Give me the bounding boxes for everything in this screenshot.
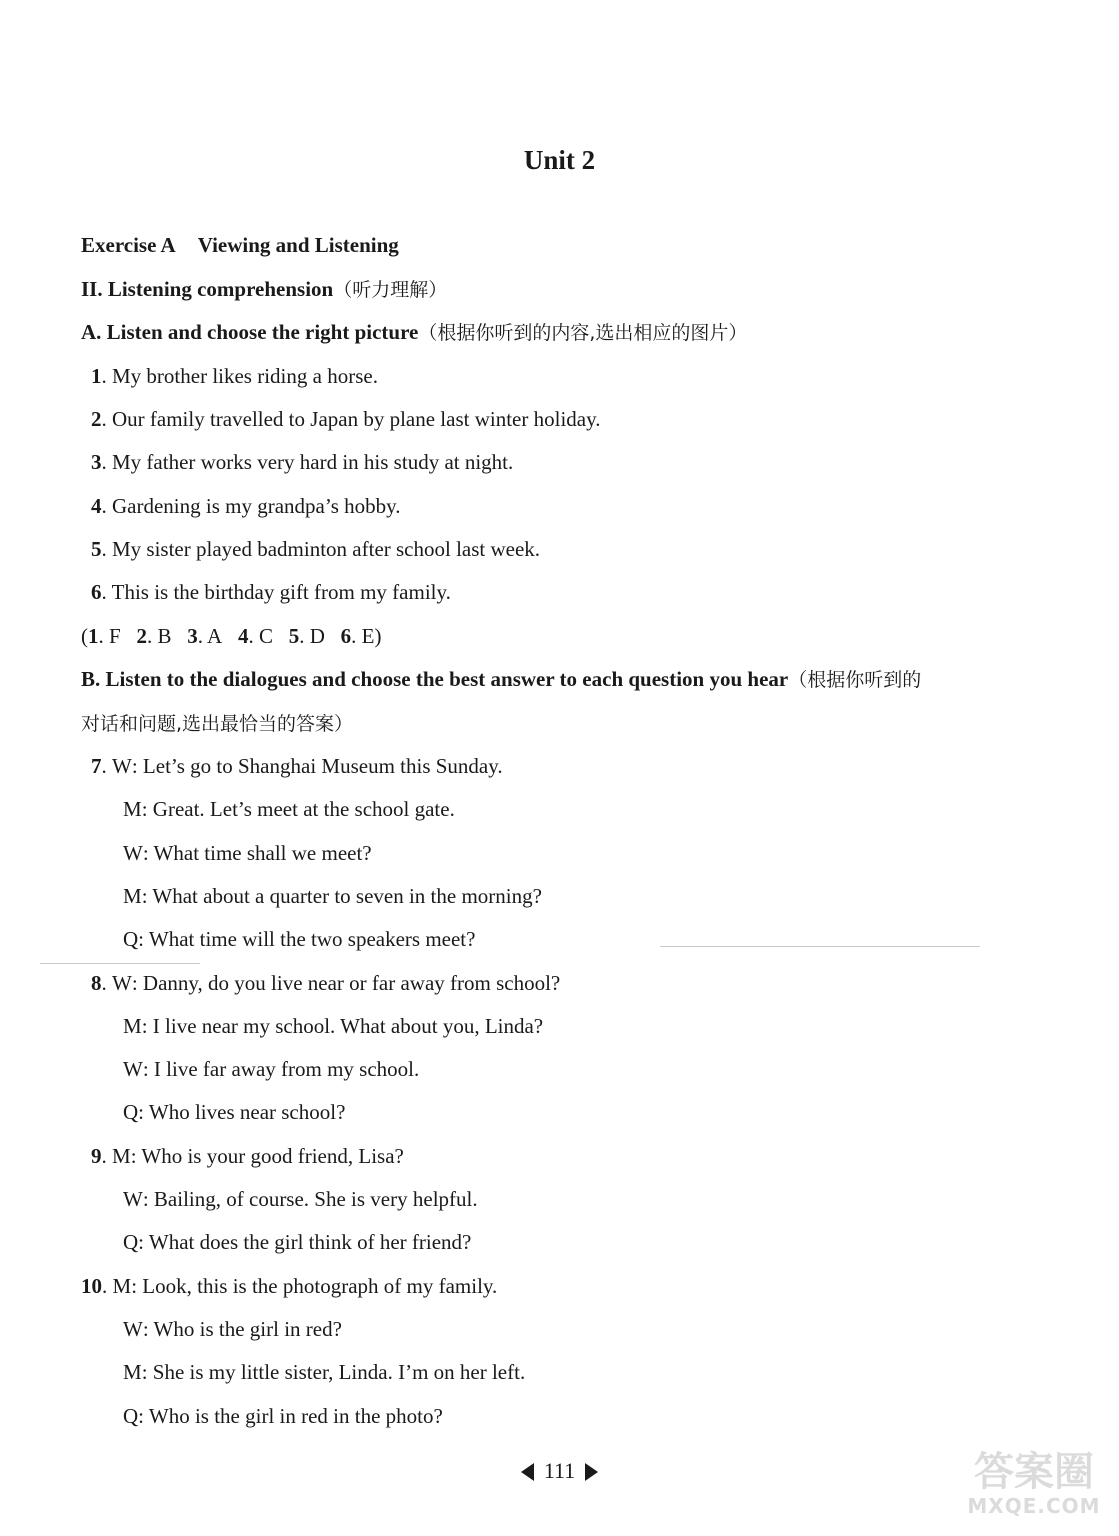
dialogue-text: What about a quarter to seven in the morning? xyxy=(152,884,542,908)
scan-line xyxy=(660,946,980,947)
speaker: M xyxy=(123,797,142,821)
speaker: W xyxy=(123,1187,143,1211)
dialogue-line: 9. M: Who is your good friend, Lisa? xyxy=(91,1141,404,1171)
part-a-cn: （根据你听到的内容,选出相应的图片） xyxy=(418,322,748,344)
list-item: 2. Our family travelled to Japan by plane last winter holiday. xyxy=(91,407,601,431)
speaker: Q xyxy=(123,927,139,951)
dialogue-line: Q: What time will the two speakers meet? xyxy=(123,924,475,954)
page-title: Unit 2 xyxy=(523,145,596,175)
dialogue-line: W: What time shall we meet? xyxy=(123,838,372,868)
speaker: M xyxy=(112,1274,132,1298)
speaker: W xyxy=(123,1317,143,1341)
item-text: My father works very hard in his study at night. xyxy=(112,450,514,474)
dialogue-number: 8 xyxy=(91,971,102,995)
dialogue-line: Q: Who lives near school? xyxy=(123,1097,345,1127)
scan-line xyxy=(40,963,200,964)
dialogue-text: What time will the two speakers meet? xyxy=(148,927,476,951)
dialogue-text: Who is the girl in red? xyxy=(153,1317,342,1341)
answer-number: 4 xyxy=(237,624,249,648)
answer-number: 5 xyxy=(288,624,300,648)
section-ii-heading xyxy=(81,274,447,305)
dialogue-text: She is my little sister, Linda. I’m on her left. xyxy=(152,1360,526,1384)
part-b-heading-cont xyxy=(81,708,353,739)
page-number-text: 111 xyxy=(543,1458,576,1483)
dialogue-text: Look, this is the photograph of my family. xyxy=(142,1274,498,1298)
watermark-top: 答案圈 xyxy=(974,1449,1094,1495)
item-text: My brother likes riding a horse. xyxy=(112,364,378,388)
dialogue-text: Who is your good friend, Lisa? xyxy=(141,1144,404,1168)
item-number: 6 xyxy=(91,580,102,604)
item-number: 2 xyxy=(91,407,102,431)
dialogue-text: Who is the girl in red in the photo? xyxy=(148,1404,443,1428)
part-b-label: B. Listen to the dialogues and choose the best answer to each question you hear xyxy=(81,667,789,691)
list-item: 5. My sister played badminton after school last week. xyxy=(91,537,541,561)
dialogue-text: Who lives near school? xyxy=(148,1100,346,1124)
dialogue-text: Danny, do you live near or far away from school? xyxy=(142,971,561,995)
dialogue-line: M: I live near my school. What about you, Linda? xyxy=(123,1011,543,1041)
dialogue-line: Q: Who is the girl in red in the photo? xyxy=(123,1401,443,1431)
exercise-title: Viewing and Listening xyxy=(197,233,399,257)
answer-number: 1 xyxy=(88,624,99,648)
part-a-heading xyxy=(81,317,747,348)
speaker: M xyxy=(123,1360,142,1384)
item-text: Gardening is my grandpa’s hobby. xyxy=(112,494,401,518)
answer-number: 6 xyxy=(340,624,352,648)
dialogue-line: M: What about a quarter to seven in the morning? xyxy=(123,881,542,911)
dialogue-number: 10 xyxy=(81,1274,102,1298)
watermark-logo xyxy=(959,1450,1109,1530)
part-b-cn-1: （根据你听到的 xyxy=(788,669,922,691)
exercise-label: Exercise A xyxy=(81,233,176,257)
dialogue-text: I live near my school. What about you, Linda? xyxy=(152,1014,544,1038)
dialogue-line: 10. M: Look, this is the photograph of my family. xyxy=(81,1271,497,1301)
speaker: W xyxy=(112,754,132,778)
triangle-left-icon xyxy=(521,1463,534,1481)
list-item: 4. Gardening is my grandpa’s hobby. xyxy=(91,494,401,518)
speaker: Q xyxy=(123,1100,139,1124)
speaker: W xyxy=(123,841,143,865)
item-text: Our family travelled to Japan by plane last winter holiday. xyxy=(112,407,601,431)
section-ii-cn: （听力理解） xyxy=(333,279,448,301)
item-text: My sister played badminton after school last week. xyxy=(112,537,541,561)
page-number xyxy=(0,1456,1119,1486)
item-text: This is the birthday gift from my family. xyxy=(111,580,451,604)
dialogue-line: Q: What does the girl think of her friend? xyxy=(123,1227,471,1257)
item-number: 4 xyxy=(91,494,102,518)
dialogue-line: M: Great. Let’s meet at the school gate. xyxy=(123,794,455,824)
speaker: W xyxy=(123,1057,143,1081)
part-b-heading xyxy=(81,664,921,695)
dialogue-number: 7 xyxy=(91,754,102,778)
dialogue-line: W: Who is the girl in red? xyxy=(123,1314,342,1344)
list-item: 3. My father works very hard in his study at night. xyxy=(91,450,514,474)
answer-letter: A xyxy=(207,624,223,648)
watermark-bottom: MXQE.COM xyxy=(967,1494,1101,1518)
section-ii-label: II. Listening comprehension xyxy=(81,277,334,301)
dialogue-text: Let’s go to Shanghai Museum this Sunday. xyxy=(142,754,503,778)
answer-letter: C xyxy=(258,624,273,648)
dialogue-number: 9 xyxy=(91,1144,102,1168)
dialogue-text: What time shall we meet? xyxy=(153,841,372,865)
item-number: 3 xyxy=(91,450,102,474)
list-item: 6. This is the birthday gift from my family. xyxy=(91,580,451,604)
speaker: M xyxy=(112,1144,131,1168)
part-a-label: A. Listen and choose the right picture xyxy=(81,320,419,344)
speaker: Q xyxy=(123,1404,139,1428)
dialogue-text: I live far away from my school. xyxy=(153,1057,420,1081)
speaker: Q xyxy=(123,1230,139,1254)
item-number: 1 xyxy=(91,364,102,388)
part-b-cn-2: 对话和问题,选出最恰当的答案） xyxy=(81,713,354,735)
answer-letter: B xyxy=(157,624,172,648)
dialogue-line: W: Bailing, of course. She is very helpful. xyxy=(123,1184,478,1214)
dialogue-line: 8. W: Danny, do you live near or far away from school? xyxy=(91,968,560,998)
speaker: M xyxy=(123,884,142,908)
dialogue-line: M: She is my little sister, Linda. I’m on her left. xyxy=(123,1357,525,1387)
dialogue-line: W: I live far away from my school. xyxy=(123,1054,419,1084)
speaker: W xyxy=(112,971,132,995)
answer-number: 2 xyxy=(136,624,147,648)
dialogue-line: 7. W: Let’s go to Shanghai Museum this Sunday. xyxy=(91,751,503,781)
answer-key: (1. F 2. B 3. A 4. C 5. D 6. E) xyxy=(81,624,382,648)
dialogue-text: Great. Let’s meet at the school gate. xyxy=(152,797,455,821)
answer-letter: D xyxy=(309,624,325,648)
triangle-right-icon xyxy=(585,1463,598,1481)
speaker: M xyxy=(123,1014,142,1038)
item-number: 5 xyxy=(91,537,102,561)
list-item: 1. My brother likes riding a horse. xyxy=(91,364,378,388)
exercise-heading xyxy=(81,230,399,260)
dialogue-text: What does the girl think of her friend? xyxy=(148,1230,472,1254)
answer-number: 3 xyxy=(187,624,198,648)
answer-letter: F xyxy=(109,624,121,648)
dialogue-text: Bailing, of course. She is very helpful. xyxy=(153,1187,478,1211)
answer-letter: E xyxy=(361,624,375,648)
